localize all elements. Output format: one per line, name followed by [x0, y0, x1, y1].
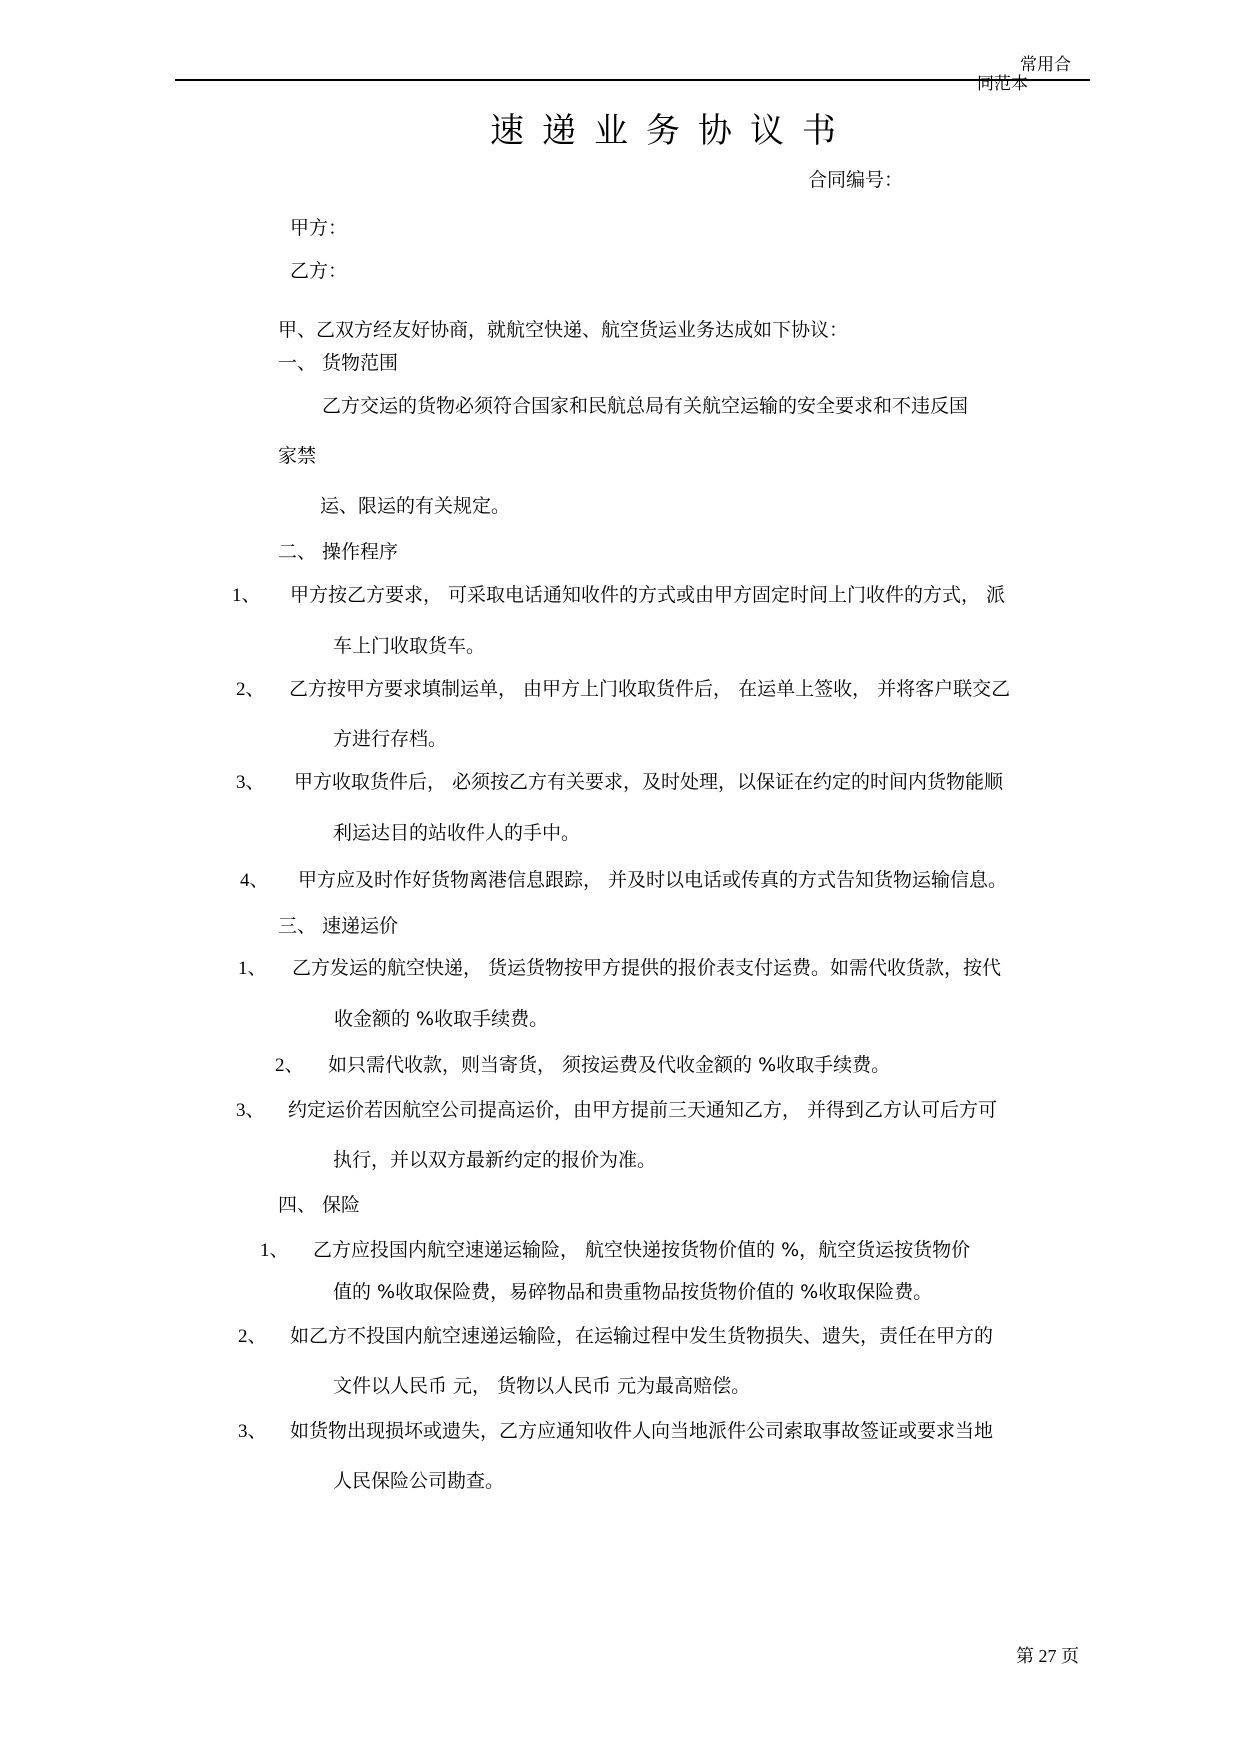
item-line: 车上门收取货车。	[333, 635, 486, 657]
item-line: 如只需代收款，则当寄货， 须按运费及代收金额的 %收取手续费。	[328, 1054, 891, 1076]
item-line: 乙方发运的航空快递， 货运货物按甲方提供的报价表支付运费。如需代收货款，按代	[292, 957, 1002, 979]
item-number: 2、	[236, 679, 265, 700]
item-line: 甲方收取货件后， 必须按乙方有关要求，及时处理，以保证在约定的时间内货物能顺	[294, 771, 1004, 793]
section-heading: 二、 操作程序	[278, 541, 399, 563]
item-line: 人民保险公司勘查。	[333, 1470, 505, 1492]
paragraph-line: 运、限运的有关规定。	[320, 495, 511, 517]
item-line: 文件以人民币 元， 货物以人民币 元为最高赔偿。	[333, 1375, 751, 1397]
item-line: 方进行存档。	[333, 728, 448, 750]
item-number: 1、	[238, 958, 267, 979]
section-heading: 三、 速递运价	[278, 915, 399, 937]
section-heading: 四、 保险	[278, 1194, 361, 1216]
item-line: 执行，并以双方最新约定的报价为准。	[333, 1149, 657, 1171]
item-number: 1、	[232, 585, 261, 606]
item-line: 甲方应及时作好货物离港信息跟踪， 并及时以电话或传真的方式告知货物运输信息。	[298, 869, 1008, 891]
section-heading: 一、 货物范围	[278, 352, 399, 374]
item-line: 值的 %收取保险费，易碎物品和贵重物品按货物价值的 %收取保险费。	[333, 1281, 933, 1303]
item-number: 2、	[238, 1326, 267, 1347]
item-line: 如货物出现损坏或遗失，乙方应通知收件人向当地派件公司索取事故签证或要求当地	[290, 1420, 994, 1442]
page-number: 第 27 页	[1016, 1646, 1079, 1666]
contract-number-label: 合同编号：	[808, 169, 904, 191]
item-line: 如乙方不投国内航空速递运输险，在运输过程中发生货物损失、遗失，责任在甲方的	[290, 1325, 994, 1347]
item-number: 3、	[236, 1100, 265, 1121]
item-line: 乙方应投国内航空速递运输险， 航空快递按货物价值的 %，航空货运按货物价	[313, 1239, 971, 1261]
item-line: 收金额的 %收取手续费。	[334, 1008, 549, 1030]
item-line: 利运达目的站收件人的手中。	[333, 822, 581, 844]
header-rule	[175, 79, 1090, 81]
party-a-label: 甲方：	[290, 217, 348, 239]
header-tag-line1: 常用合	[1020, 55, 1071, 75]
item-number: 3、	[238, 1421, 267, 1442]
item-number: 1、	[260, 1240, 289, 1261]
item-number: 4、	[240, 870, 269, 891]
item-number: 3、	[236, 772, 265, 793]
intro-paragraph: 甲、乙双方经友好协商，就航空快递、航空货运业务达成如下协议：	[278, 319, 849, 341]
item-line: 约定运价若因航空公司提高运价，由甲方提前三天通知乙方， 并得到乙方认可后方可	[288, 1099, 998, 1121]
party-b-label: 乙方：	[290, 260, 348, 282]
item-number: 2、	[275, 1055, 304, 1076]
item-line: 乙方按甲方要求填制运单， 由甲方上门收取货件后， 在运单上签收， 并将客户联交乙	[289, 678, 1011, 700]
item-line: 甲方按乙方要求， 可采取电话通知收件的方式或由甲方固定时间上门收件的方式， 派	[290, 584, 1006, 606]
paragraph-line: 家禁	[278, 445, 317, 467]
document-title: 速递业务协议书	[490, 111, 854, 151]
paragraph-line: 乙方交运的货物必须符合国家和民航总局有关航空运输的安全要求和不违反国	[322, 395, 969, 417]
header-tag-line2: 同范本	[977, 74, 1028, 94]
